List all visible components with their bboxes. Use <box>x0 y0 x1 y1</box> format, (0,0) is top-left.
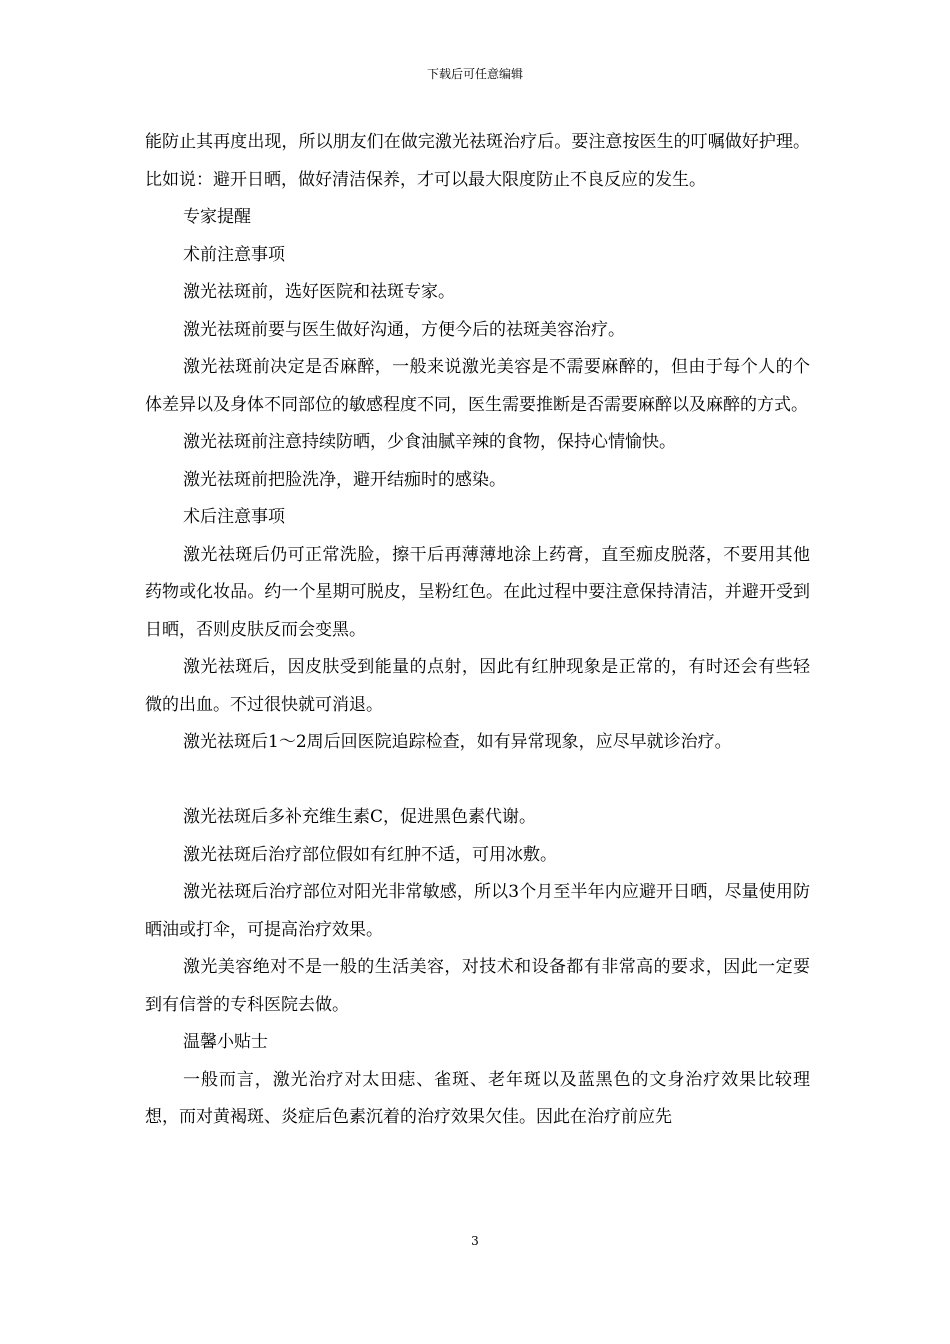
heading-expert-tips: 专家提醒 <box>183 207 251 227</box>
page-header: 下载后可任意编辑 <box>426 67 523 81</box>
paragraph: 一般而言，激光治疗对太田痣、雀斑、老年斑以及蓝黑色的文身治疗效果比较理想，而对黄褐斑、炎症后色素沉着的治疗效果欠佳。因此在治疗前应先 <box>145 1069 810 1127</box>
heading-warm-tips: 温馨小贴士 <box>183 1032 268 1052</box>
paragraph: 激光美容绝对不是一般的生活美容，对技术和设备都有非常高的要求，因此一定要到有信誉的专科医院去做。 <box>145 957 810 1015</box>
paragraph: 激光祛斑前，选好医院和祛斑专家。 <box>183 282 455 302</box>
paragraph: 激光祛斑前把脸洗净，避开结痂时的感染。 <box>183 469 506 490</box>
paragraph: 激光祛斑前注意持续防晒，少食油腻辛辣的食物，保持心情愉快。 <box>183 432 676 452</box>
document-body <box>145 124 810 1137</box>
paragraph: 激光祛斑后1～2周后回医院追踪检查，如有异常现象，应尽早就诊治疗。 <box>183 732 732 752</box>
paragraph: 激光祛斑后多补充维生素C，促进黑色素代谢。 <box>183 807 537 827</box>
paragraph: 激光祛斑后仍可正常洗脸，擦干后再薄薄地涂上药膏，直至痂皮脱落，不要用其他药物或化妆品。约一个星期可脱皮，呈粉红色。在此过程中要注意保持清洁，并避开受到日晒，否则皮肤反而会变黑。 <box>145 544 810 640</box>
paragraph: 激光祛斑后，因皮肤受到能量的点射，因此有红肿现象是正常的，有时还会有些轻微的出血。不过很快就可消退。 <box>145 657 810 715</box>
paragraph-continuation: 能防止其再度出现，所以朋友们在做完激光祛斑治疗后。要注意按医生的叮嘱做好护理。比如说：避开日晒，做好清洁保养，才可以最大限度防止不良反应的发生。 <box>145 132 810 190</box>
paragraph: 激光祛斑前要与医生做好沟通，方便今后的祛斑美容治疗。 <box>183 319 625 340</box>
page-number: 3 <box>471 1234 479 1248</box>
heading-pre-op: 术前注意事项 <box>183 244 285 265</box>
heading-post-op: 术后注意事项 <box>183 507 285 527</box>
paragraph: 激光祛斑后治疗部位对阳光非常敏感，所以3个月至半年内应避开日晒，尽量使用防晒油或打伞，可提高治疗效果。 <box>145 882 810 940</box>
paragraph: 激光祛斑前决定是否麻醉，一般来说激光美容是不需要麻醉的，但由于每个人的个体差异以及身体不同部位的敏感程度不同，医生需要推断是否需要麻醉以及麻醉的方式。 <box>145 357 810 415</box>
blank-line <box>145 762 810 800</box>
paragraph: 激光祛斑后治疗部位假如有红肿不适，可用冰敷。 <box>183 844 557 865</box>
